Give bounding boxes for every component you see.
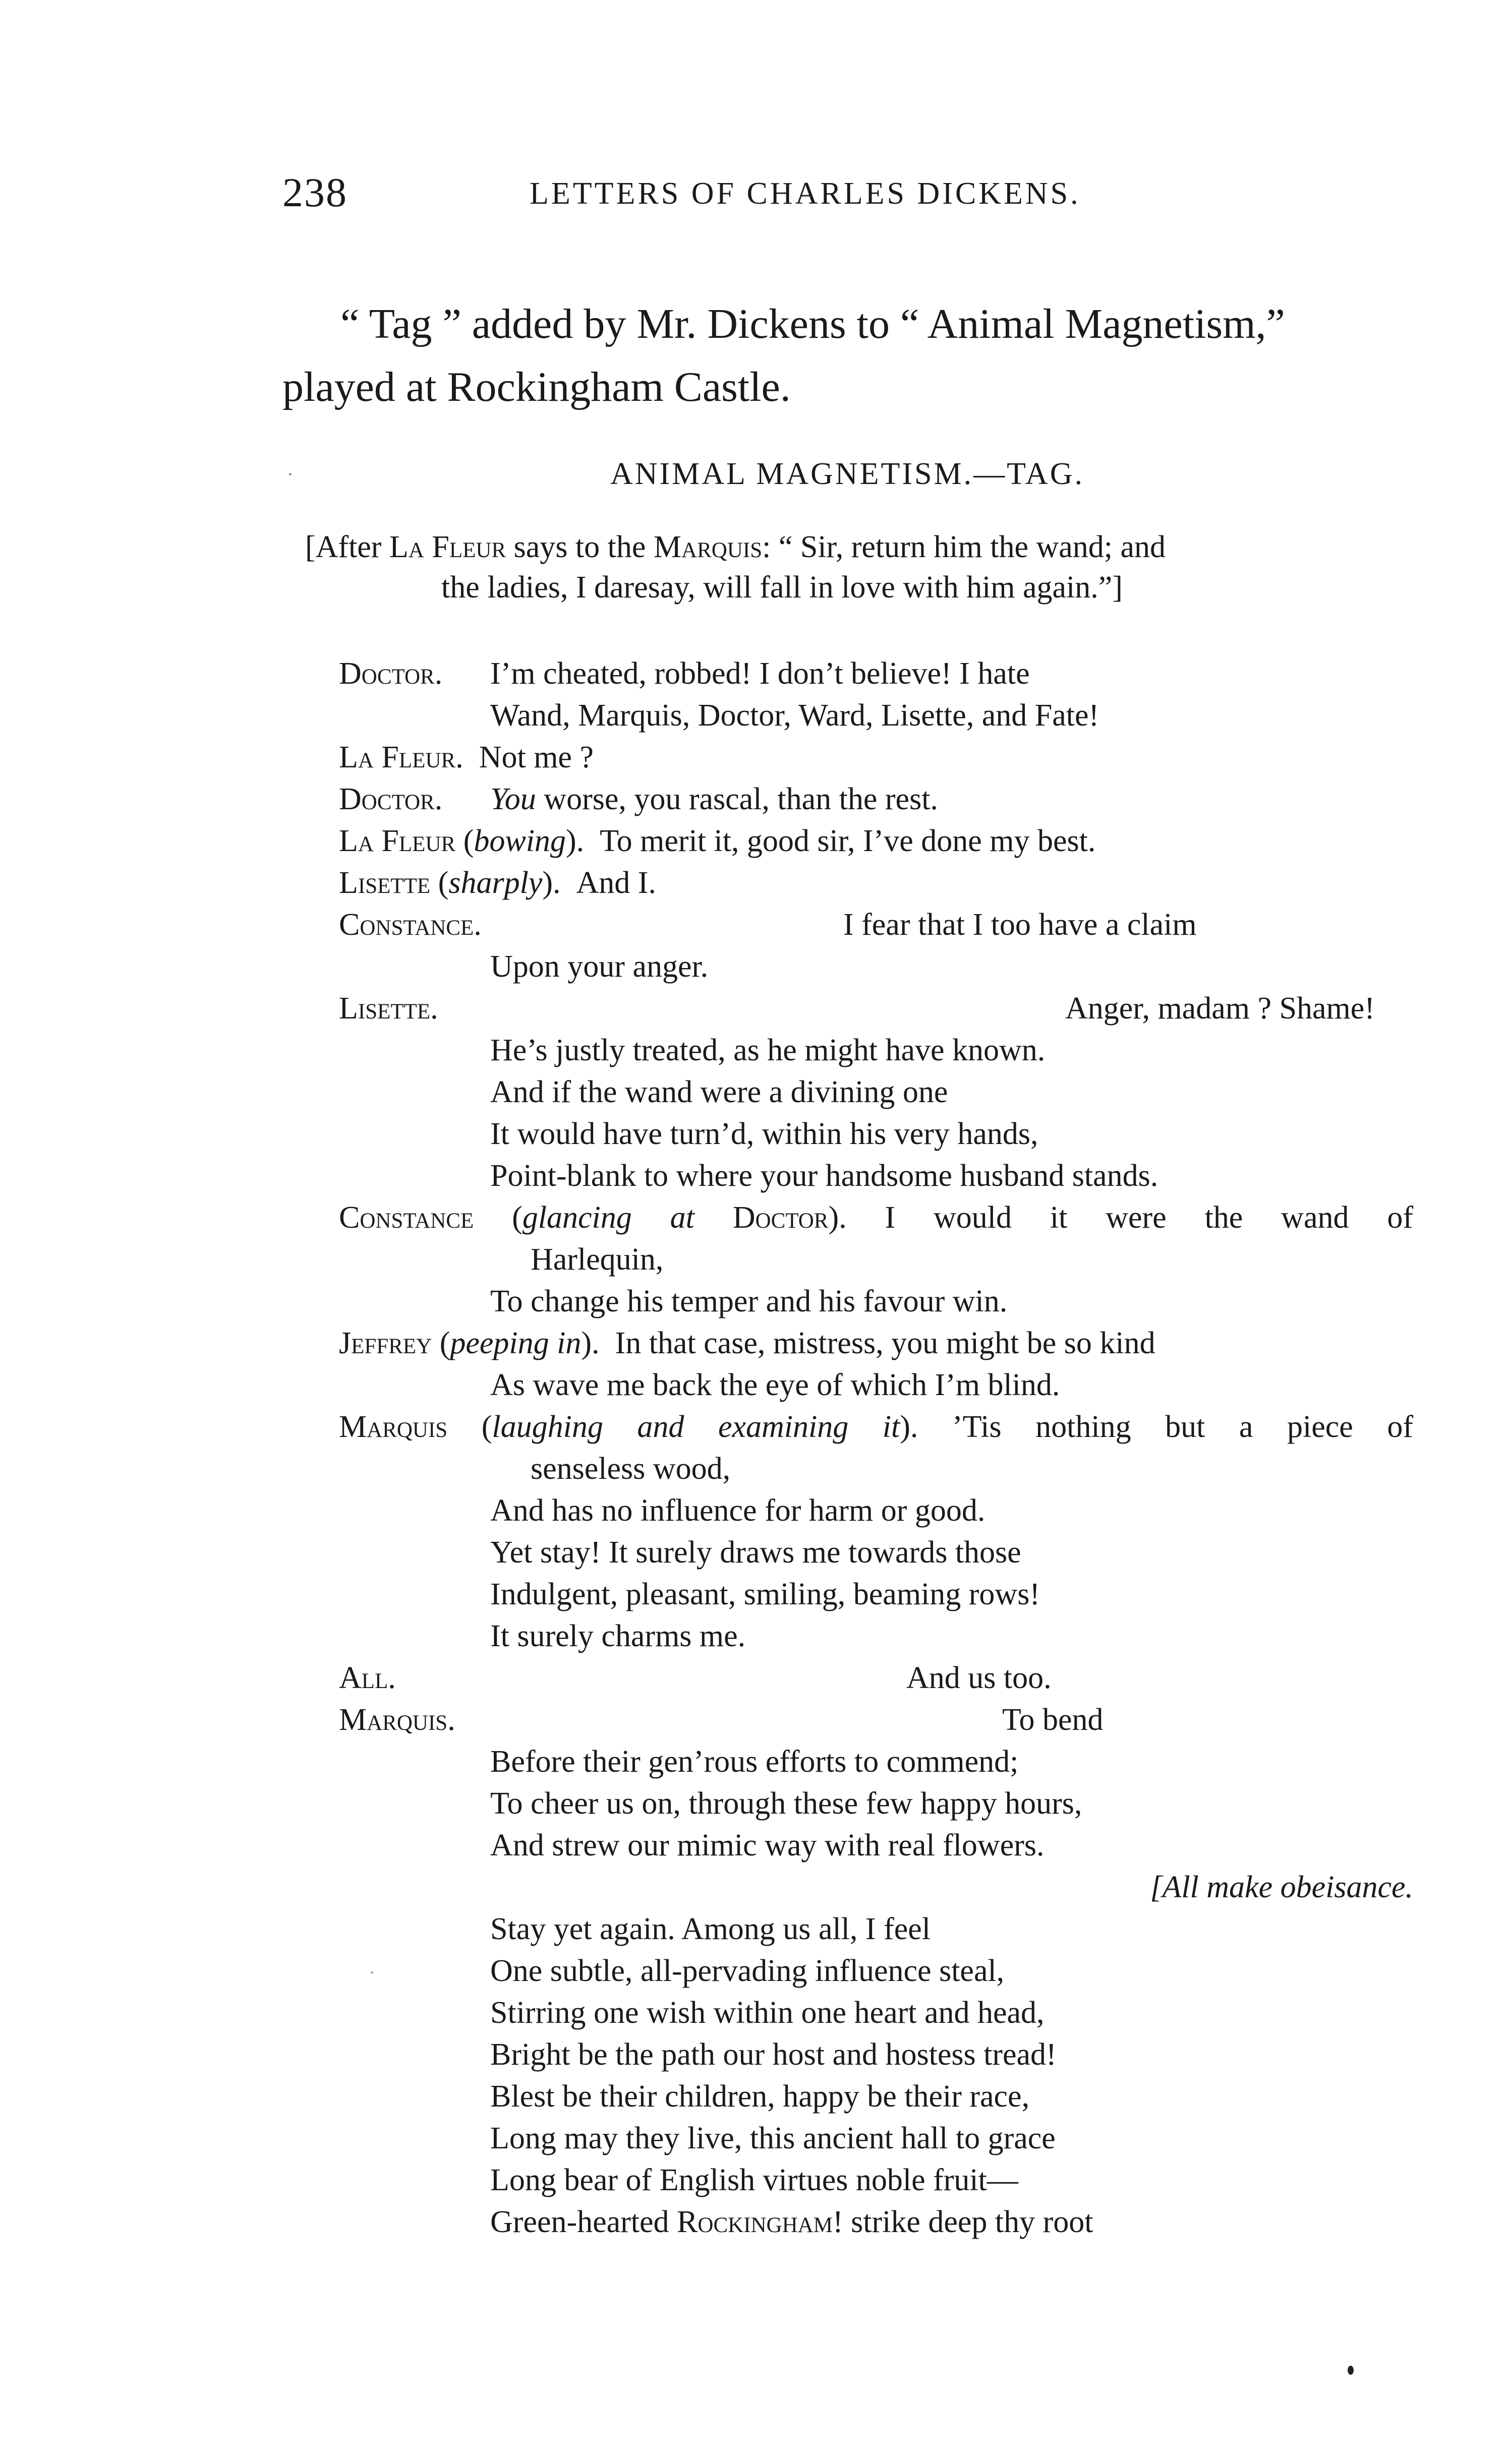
verse: Before their gen’rous efforts to commend; bbox=[490, 1745, 1019, 1779]
character-name: La Fleur bbox=[389, 530, 506, 564]
stage-direction: [All make obeisance. bbox=[1150, 1870, 1413, 1904]
verse: worse, you rascal, than the rest. bbox=[536, 782, 938, 816]
script-line bbox=[339, 1030, 1413, 1071]
verse: As wave me back the eye of which I’m blind. bbox=[490, 1368, 1060, 1402]
speech bbox=[339, 737, 594, 778]
verse: senseless wood, bbox=[531, 1452, 731, 1486]
script-line bbox=[339, 1071, 1413, 1113]
verse: I fear that I too have a claim bbox=[843, 908, 1197, 942]
script-line bbox=[339, 1155, 1413, 1197]
script-line bbox=[339, 1113, 1413, 1155]
script-line bbox=[339, 1699, 1413, 1741]
speaker: Jeffrey bbox=[339, 1326, 432, 1360]
stage-direction: peeping in bbox=[450, 1326, 582, 1360]
character-name: Marquis bbox=[653, 530, 763, 564]
script-line bbox=[339, 1364, 1413, 1406]
script-line bbox=[339, 1574, 1413, 1615]
script-line bbox=[339, 2201, 1413, 2243]
page-header bbox=[282, 169, 1412, 214]
verse: In that case, mistress, you might be so kind bbox=[615, 1326, 1155, 1360]
ink-speck bbox=[289, 473, 292, 475]
speaker: La Fleur bbox=[339, 824, 456, 858]
intro-heading bbox=[282, 292, 1412, 418]
verse: Long bear of English virtues noble fruit— bbox=[490, 2163, 1018, 2197]
script-line bbox=[339, 1197, 1413, 1239]
script-line bbox=[339, 820, 1413, 862]
character-name: Rockingham bbox=[677, 2205, 833, 2239]
verse: ! strike deep thy root bbox=[832, 2205, 1093, 2239]
script-line bbox=[339, 1615, 1413, 1657]
intro-line-1: “ Tag ” added by Mr. Dickens to “ Animal Magnetism,” bbox=[340, 301, 1285, 347]
script-line bbox=[339, 2034, 1413, 2076]
speech: La Fleur (bowing). To merit it, good sir, I’ve done my best. bbox=[339, 824, 1096, 858]
verse: Anger, madam ? Shame! bbox=[1065, 991, 1375, 1026]
speech bbox=[490, 2201, 1093, 2243]
script-line bbox=[339, 862, 1413, 904]
verse: And if the wand were a divining one bbox=[490, 1075, 948, 1109]
script-line bbox=[339, 1448, 1413, 1490]
verse: Stay yet again. Among us all, I feel bbox=[490, 1912, 931, 1946]
verse: One subtle, all-pervading influence steal, bbox=[490, 1954, 1005, 1988]
script-line bbox=[339, 1825, 1413, 1867]
verse: And has no influence for harm or good. bbox=[490, 1493, 986, 1528]
script-line bbox=[339, 1323, 1413, 1364]
speaker: Constance bbox=[339, 1200, 474, 1235]
script-line bbox=[339, 2159, 1413, 2201]
script-line bbox=[339, 1783, 1413, 1825]
script-line bbox=[339, 1406, 1413, 1448]
ink-speck bbox=[371, 1971, 373, 1974]
script-line bbox=[339, 2118, 1413, 2159]
script-line bbox=[339, 1908, 1413, 1950]
verse: He’s justly treated, as he might have known. bbox=[490, 1033, 1046, 1067]
verse: ’Tis nothing but a piece of bbox=[952, 1410, 1413, 1444]
speaker: La Fleur. bbox=[339, 740, 463, 774]
verse: And strew our mimic way with real flowers. bbox=[490, 1828, 1045, 1862]
script-line bbox=[339, 1657, 1413, 1699]
verse: Blest be their children, happy be their race, bbox=[490, 2079, 1030, 2114]
script-line bbox=[339, 1532, 1413, 1574]
speech: Lisette (sharply). And I. bbox=[339, 866, 656, 900]
play-script bbox=[339, 653, 1413, 2243]
speaker: Constance. bbox=[339, 908, 482, 942]
verse: Wand, Marquis, Doctor, Ward, Lisette, and Fate! bbox=[490, 698, 1099, 733]
script-line bbox=[339, 1867, 1413, 1908]
speaker: Lisette. bbox=[339, 991, 438, 1026]
page-number: 238 bbox=[282, 169, 347, 215]
speaker: Lisette bbox=[339, 866, 431, 900]
script-line bbox=[339, 1992, 1413, 2034]
emphasis: You bbox=[490, 782, 536, 816]
verse: To change his temper and his favour win. bbox=[490, 1284, 1008, 1318]
verse: Indulgent, pleasant, smiling, beaming rows! bbox=[490, 1577, 1040, 1611]
verse: To bend bbox=[1002, 1703, 1104, 1737]
verse: To merit it, good sir, I’ve done my best. bbox=[600, 824, 1096, 858]
section-title: ANIMAL MAGNETISM.—TAG. bbox=[610, 457, 1085, 491]
speaker: Marquis bbox=[339, 1410, 448, 1444]
verse: And us too. bbox=[906, 1661, 1052, 1695]
verse: I’m cheated, robbed! I don’t believe! I hate bbox=[490, 656, 1030, 691]
script-line bbox=[339, 946, 1413, 988]
speech: Constance (glancing at Doctor). I would it were the wand of bbox=[339, 1200, 1413, 1235]
stage-direction-line-2: the ladies, I daresay, will fall in love with him again.”] bbox=[441, 570, 1123, 605]
verse: Stirring one wish within one heart and head, bbox=[490, 1996, 1045, 2030]
script-line bbox=[339, 695, 1413, 737]
verse: Green-hearted bbox=[490, 2205, 677, 2239]
stage-direction: laughing and examining it bbox=[492, 1410, 900, 1444]
verse: It surely charms me. bbox=[490, 1619, 746, 1653]
speaker: Marquis. bbox=[339, 1703, 455, 1737]
stage-direction: sharply bbox=[448, 866, 543, 900]
speech: Jeffrey (peeping in). In that case, mistress, you might be so kind bbox=[339, 1326, 1155, 1360]
verse: I would it were the wand of bbox=[885, 1200, 1413, 1235]
verse: Upon your anger. bbox=[490, 949, 709, 984]
character-name: Doctor bbox=[732, 1200, 829, 1235]
speech: Marquis (laughing and examining it). ’Tis nothing but a piece of bbox=[339, 1410, 1413, 1444]
stage-direction-line-1 bbox=[305, 527, 1415, 567]
speech bbox=[490, 778, 938, 820]
ink-speck bbox=[1348, 2366, 1354, 2375]
verse: Bright be the path our host and hostess tread! bbox=[490, 2037, 1057, 2072]
script-line bbox=[339, 1490, 1413, 1532]
verse: Long may they live, this ancient hall to grace bbox=[490, 2121, 1056, 2155]
script-line bbox=[339, 904, 1413, 946]
stage-direction: glancing at bbox=[522, 1200, 694, 1235]
verse: It would have turn’d, within his very hands, bbox=[490, 1117, 1038, 1151]
stage-text: : “ Sir, return him the wand; and bbox=[762, 530, 1166, 564]
intro-line-2: played at Rockingham Castle. bbox=[282, 364, 791, 410]
verse: Yet stay! It surely draws me towards those bbox=[490, 1535, 1021, 1570]
speaker: Doctor. bbox=[339, 782, 443, 816]
verse: To cheer us on, through these few happy hours, bbox=[490, 1786, 1082, 1821]
speaker: Doctor. bbox=[339, 656, 443, 691]
verse: Point-blank to where your handsome husband stands. bbox=[490, 1159, 1158, 1193]
script-line bbox=[339, 1950, 1413, 1992]
script-line bbox=[339, 737, 1413, 778]
stage-text: says to the bbox=[506, 530, 654, 564]
opening-stage-direction bbox=[305, 527, 1415, 608]
verse: And I. bbox=[576, 866, 656, 900]
verse: Not me ? bbox=[479, 740, 594, 774]
script-line bbox=[339, 778, 1413, 820]
script-line bbox=[339, 988, 1413, 1030]
script-line bbox=[339, 1239, 1413, 1281]
speaker: All. bbox=[339, 1661, 396, 1695]
running-title: LETTERS OF CHARLES DICKENS. bbox=[530, 176, 1081, 211]
stage-text: [After bbox=[305, 530, 389, 564]
verse: Harlequin, bbox=[531, 1242, 664, 1277]
stage-direction: bowing bbox=[474, 824, 566, 858]
script-line bbox=[339, 1741, 1413, 1783]
script-line bbox=[339, 2076, 1413, 2118]
script-line bbox=[339, 653, 1413, 695]
script-line bbox=[339, 1281, 1413, 1323]
